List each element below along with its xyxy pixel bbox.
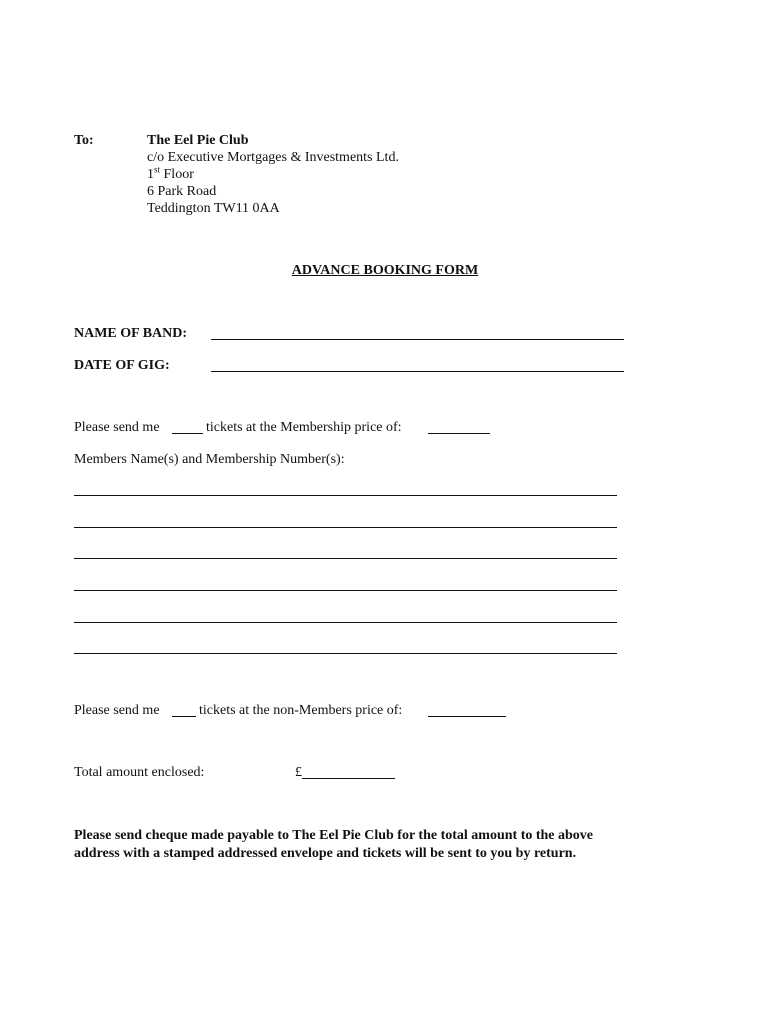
address-line-2 (147, 166, 194, 183)
member-entry-line[interactable] (74, 622, 617, 623)
gig-date-field[interactable] (211, 371, 624, 372)
member-entry-line[interactable] (74, 495, 617, 496)
member-entry-line[interactable] (74, 558, 617, 559)
band-name-field[interactable] (211, 339, 624, 340)
floor-number: 1 (147, 167, 154, 182)
member-entry-line[interactable] (74, 653, 617, 654)
non-member-tickets-text: tickets at the non-Members price of: (199, 703, 403, 718)
currency-symbol: £ (295, 765, 302, 780)
band-name-label: NAME OF BAND: (74, 326, 188, 341)
form-title: ADVANCE BOOKING FORM (291, 263, 479, 278)
to-label: To: (74, 133, 94, 148)
payment-instructions-line-1: Please send cheque made payable to The Eel Pie Club for the total amount to the above (74, 828, 594, 843)
non-member-tickets-prefix: Please send me (74, 703, 160, 718)
floor-word: Floor (163, 167, 194, 182)
member-tickets-text: tickets at the Membership price of: (206, 420, 402, 435)
member-entry-line[interactable] (74, 590, 617, 591)
non-member-ticket-quantity-field[interactable] (172, 716, 196, 717)
address-line-3: 6 Park Road (147, 184, 217, 199)
member-ticket-quantity-field[interactable] (172, 433, 203, 434)
total-amount-label: Total amount enclosed: (74, 765, 205, 780)
address-line-4: Teddington TW11 0AA (147, 201, 280, 216)
payment-instructions-line-2: address with a stamped addressed envelope and tickets will be sent to you by return. (74, 846, 577, 861)
club-name: The Eel Pie Club (147, 133, 249, 148)
total-amount-field[interactable] (302, 778, 395, 779)
member-names-label: Members Name(s) and Membership Number(s): (74, 452, 345, 467)
member-entry-line[interactable] (74, 527, 617, 528)
member-price-field[interactable] (428, 433, 490, 434)
gig-date-label: DATE OF GIG: (74, 358, 170, 373)
floor-suffix: st (154, 164, 161, 175)
non-member-price-field[interactable] (428, 716, 506, 717)
address-line-1: c/o Executive Mortgages & Investments Ltd. (147, 150, 399, 165)
member-tickets-prefix: Please send me (74, 420, 160, 435)
